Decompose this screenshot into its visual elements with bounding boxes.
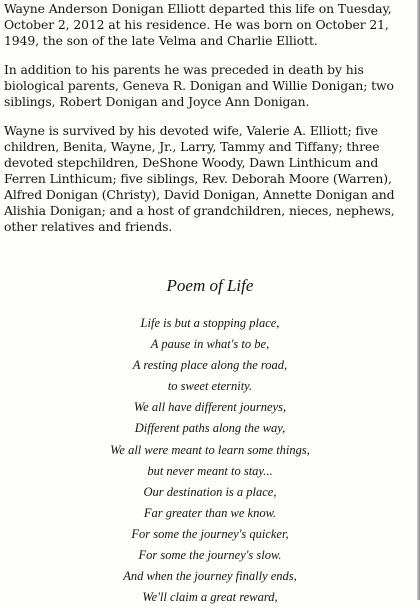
poem-line: to sweet eternity. — [167, 379, 253, 394]
poem-line: We all were meant to learn some things, — [110, 442, 310, 457]
obituary-paragraph-survived: Wayne is survived by his devoted wife, Valerie A. Elliott; five children, Benita, Wayne, Jr., Larry, Tammy and Tiffany; three devoted stepchildren, DeShone Woody, Dawn Linthicum and Ferren Linthicum; five siblings, Rev. Deborah Moore (Warren), Alfred Donigan (Christy), David Donigan, Annette Donigan and Alishia Donigan; and a host of grandchildren, nieces, nephews, other relatives and friends. — [4, 123, 395, 234]
poem-line: but never meant to stay... — [147, 463, 273, 478]
poem-line: A pause in what's to be, — [150, 337, 270, 352]
poem-line: We'll claim a great reward, — [142, 590, 278, 605]
poem-line: Far greater than we know. — [143, 505, 277, 520]
obituary-paragraph-preceded: In addition to his parents he was preceded in death by his biological parents, Geneva R. Donigan and Willie Donigan; two siblings, Robert Donigan and Joyce Ann Donigan. — [4, 62, 394, 109]
obituary-paragraph-intro: Wayne Anderson Donigan Elliott departed this life on Tuesday, October 2, 2012 at his residence. He was born on October 21, 1949, the son of the late Velma and Charlie Elliott. — [4, 1, 392, 48]
poem-body — [0, 313, 420, 608]
obituary-text — [4, 1, 416, 248]
poem-line: We all have different journeys, — [133, 400, 287, 415]
poem-line: And when the journey finally ends, — [123, 569, 297, 584]
poem-line: Life is but a stopping place, — [140, 316, 280, 330]
poem-line: For some the journey's slow. — [138, 548, 282, 563]
poem-line: For some the journey's quicker, — [131, 526, 289, 541]
poem-line: Our destination is a place, — [143, 484, 277, 499]
poem-line: A resting place along the road, — [132, 358, 288, 373]
poem-title: Poem of Life — [166, 276, 254, 295]
poem-line: Different paths along the way, — [134, 421, 286, 436]
